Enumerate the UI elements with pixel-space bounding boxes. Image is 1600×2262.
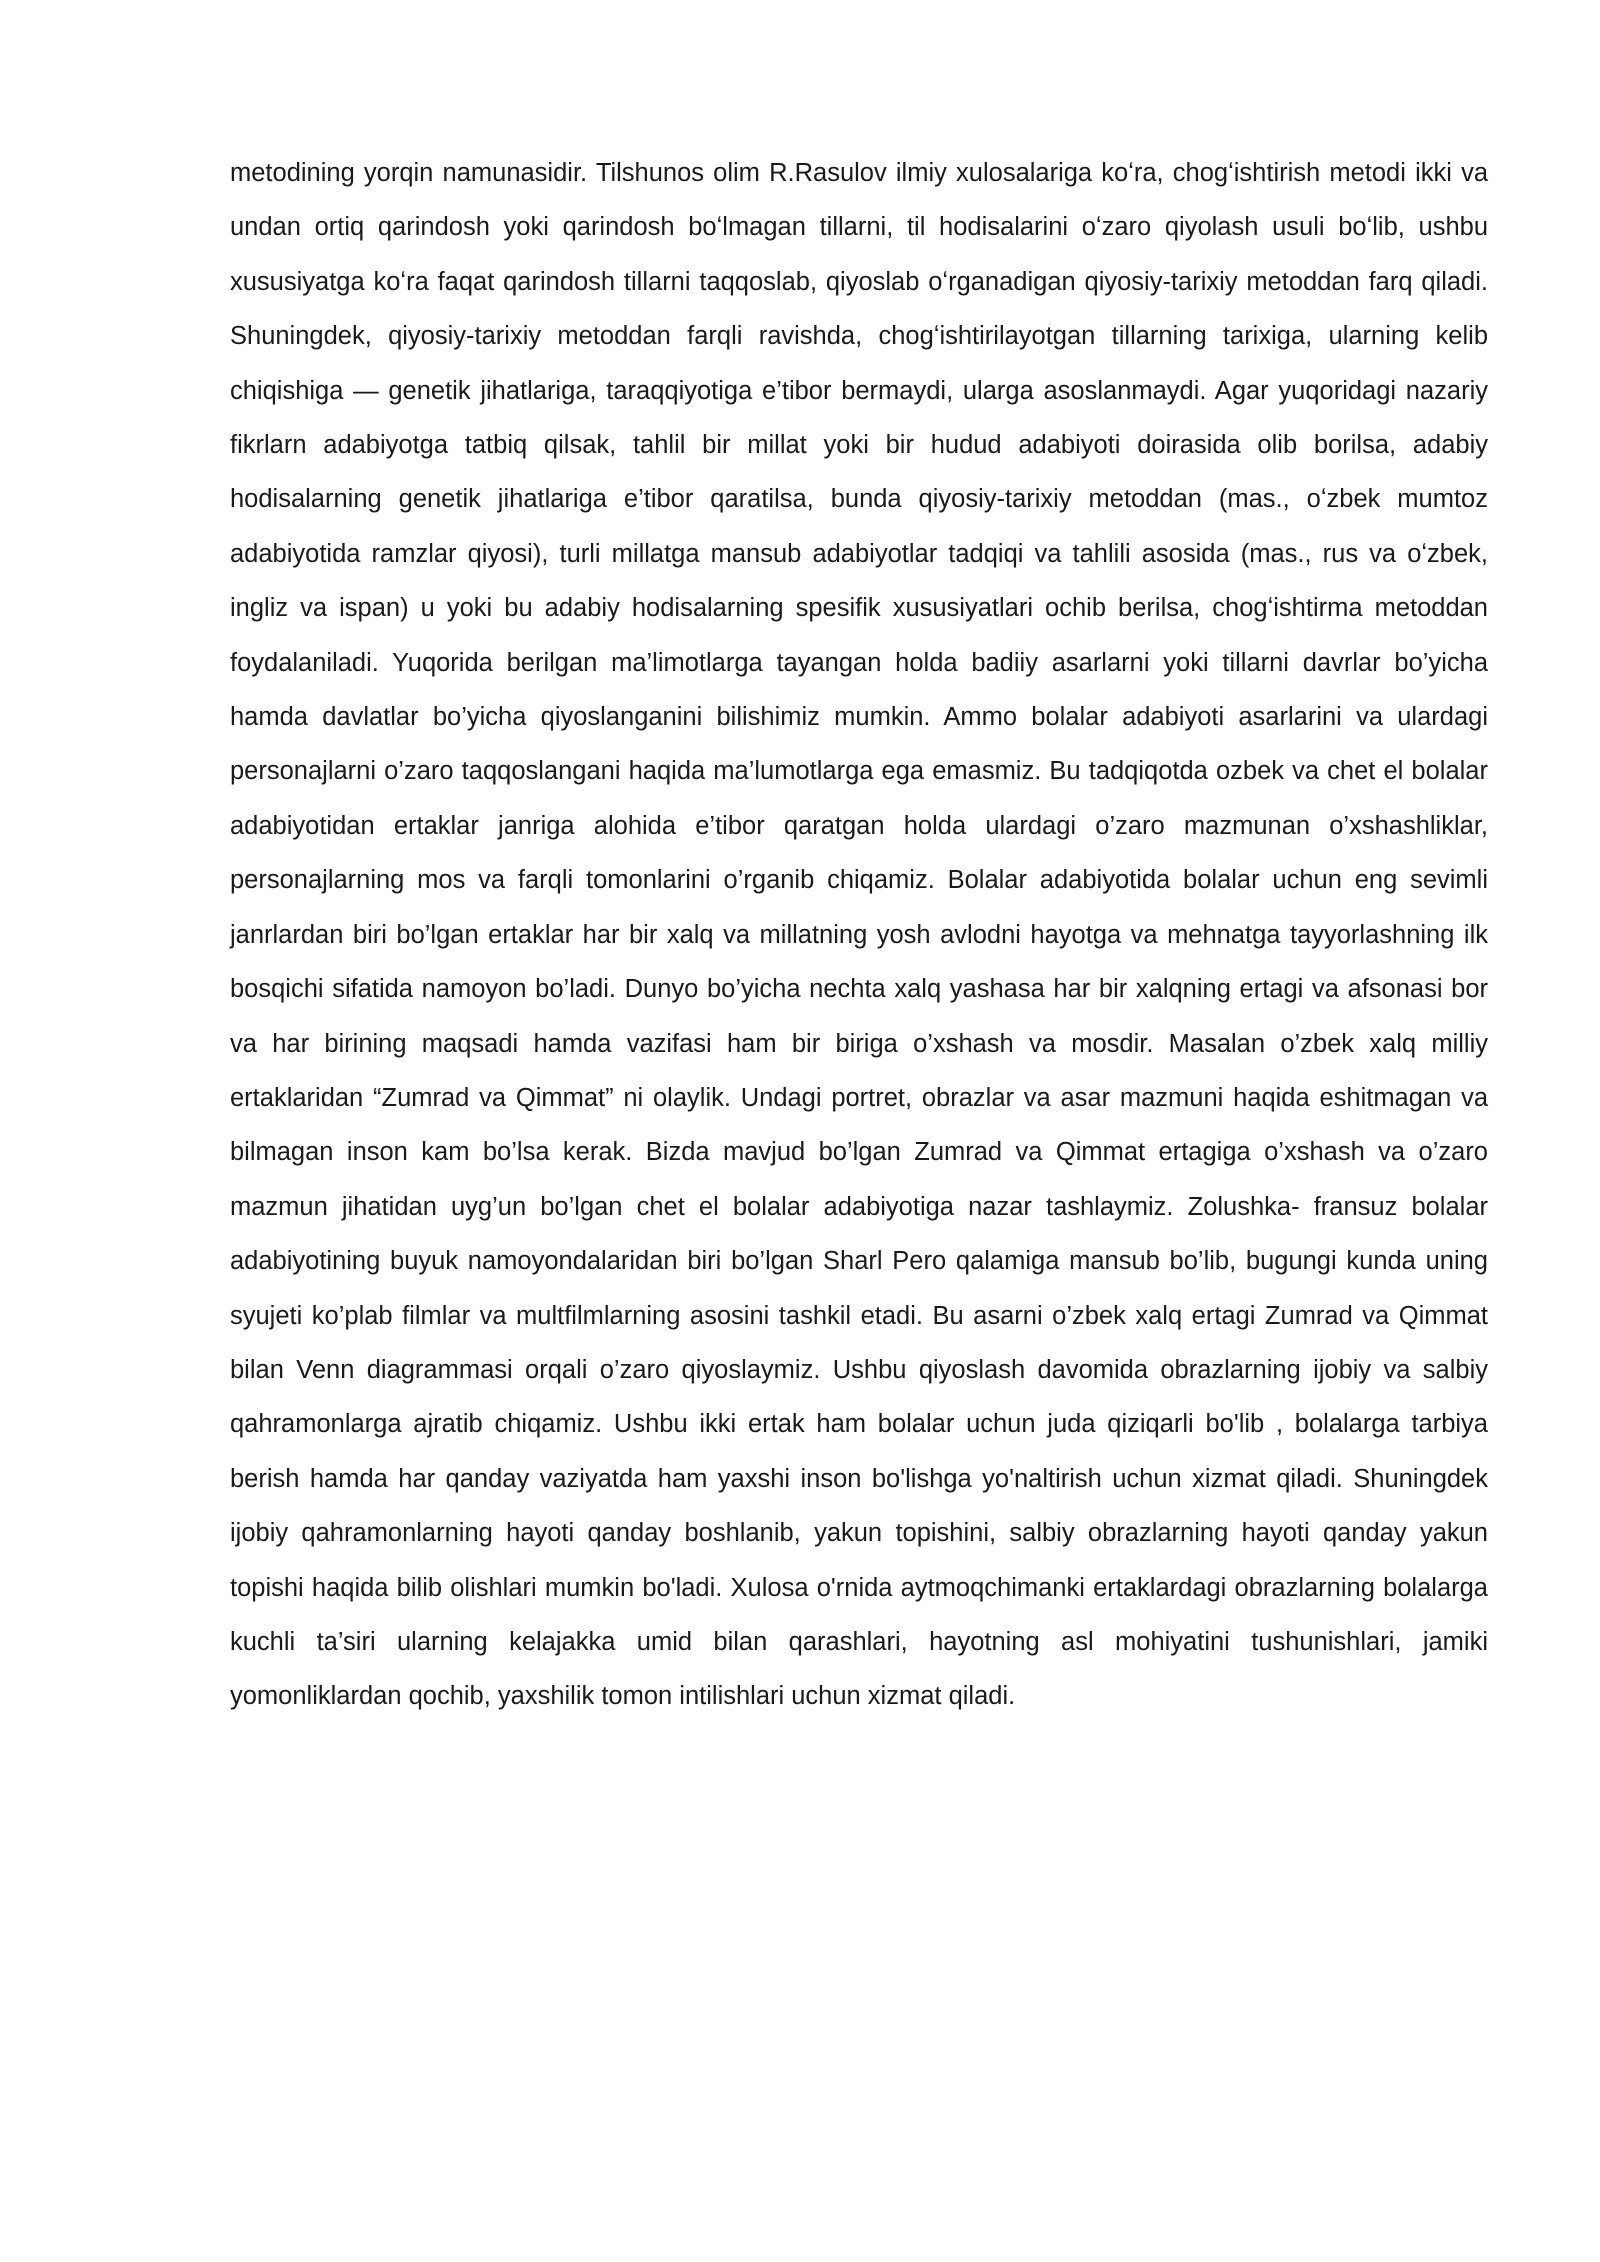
body-paragraph: metodining yorqin namunasidir. Tilshunos olim R.Rasulov ilmiy xulosalariga koʻra, chogʻishtirish metodi ikki va undan ortiq qarindosh yoki qarindosh boʻlmagan tillarni, til hodisalarini oʻzaro qiyolash usuli boʻlib, ushbu xususiyatga koʻra faqat qarindosh tillarni taqqoslab, qiyoslab oʻrganadigan qiyosiy-tarixiy metoddan farq qiladi. Shuningdek, qiyosiy-tarixiy metoddan farqli ravishda, chogʻishtirilayotgan tillarning tarixiga, ularning kelib chiqishiga — genetik jihatlariga, taraqqiyotiga e’tibor bermaydi, ularga asoslanmaydi. Agar yuqoridagi nazariy fikrlarn adabiyotga tatbiq qilsak, tahlil bir millat yoki bir hudud adabiyoti doirasida olib borilsa, adabiy hodisalarning genetik jihatlariga e’tibor qaratilsa, bunda qiyosiy-tarixiy metoddan (mas., oʻzbek mumtoz adabiyotida ramzlar qiyosi), turli millatga mansub adabiyotlar tadqiqi va tahlili asosida (mas., rus va oʻzbek, ingliz va ispan) u yoki bu adabiy hodisalarning spesifik xususiyatlari ochib berilsa, chogʻishtirma metoddan foydalaniladi. Yuqorida berilgan ma’limotlarga tayangan holda badiiy asarlarni yoki tillarni davrlar bo’yicha hamda davlatlar bo’yicha qiyoslanganini bilishimiz mumkin. Ammo bolalar adabiyoti asarlarini va ulardagi personajlarni o’zaro taqqoslangani haqida ma’lumotlarga ega emasmiz. Bu tadqiqotda ozbek va chet el bolalar adabiyotidan ertaklar janriga alohida e’tibor qaratgan holda ulardagi o’zaro mazmunan o’xshashliklar, personajlarning mos va farqli tomonlarini o’rganib chiqamiz. Bolalar adabiyotida bolalar uchun eng sevimli janrlardan biri bo’lgan ertaklar har bir xalq va millatning yosh avlodni hayotga va mehnatga tayyorlashning ilk bosqichi sifatida namoyon bo’ladi. Dunyo bo’yicha nechta xalq yashasa har bir xalqning ertagi va afsonasi bor va har birining maqsadi hamda vazifasi ham bir biriga o’xshash va mosdir. Masalan o’zbek xalq milliy ertaklaridan “Zumrad va Qimmat” ni olaylik. Undagi portret, obrazlar va asar mazmuni haqida eshitmagan va bilmagan inson kam bo’lsa kerak. Bizda mavjud bo’lgan Zumrad va Qimmat ertagiga o’xshash va o’zaro mazmun jihatidan uyg’un bo’lgan chet el bolalar adabiyotiga nazar tashlaymiz. Zolushka- fransuz bolalar adabiyotining buyuk namoyondalaridan biri bo’lgan Sharl Pero qalamiga mansub bo’lib, bugungi kunda uning syujeti ko’plab filmlar va multfilmlarning asosini tashkil etadi. Bu asarni o’zbek xalq ertagi Zumrad va Qimmat bilan Venn diagrammasi orqali o’zaro qiyoslaymiz. Ushbu qiyoslash davomida obrazlarning ijobiy va salbiy qahramonlarga ajratib chiqamiz. Ushbu ikki ertak ham bolalar uchun juda qiziqarli bo'lib , bolalarga tarbiya berish hamda har qanday vaziyatda ham yaxshi inson bo'lishga yo'naltirish uchun xizmat qiladi. Shuningdek ijobiy qahramonlarning hayoti qanday boshlanib, yakun topishini, salbiy obrazlarning hayoti qanday yakun topishi haqida bilib olishlari mumkin bo'ladi. Xulosa o'rnida aytmoqchimanki ertaklardagi obrazlarning bolalarga kuchli ta’siri ularning kelajakka umid bilan qarashlari, hayotning asl mohiyatini tushunishlari, jamiki yomonliklardan qochib, yaxshilik tomon intilishlari uchun xizmat qiladi.	[230, 159, 1488, 1711]
